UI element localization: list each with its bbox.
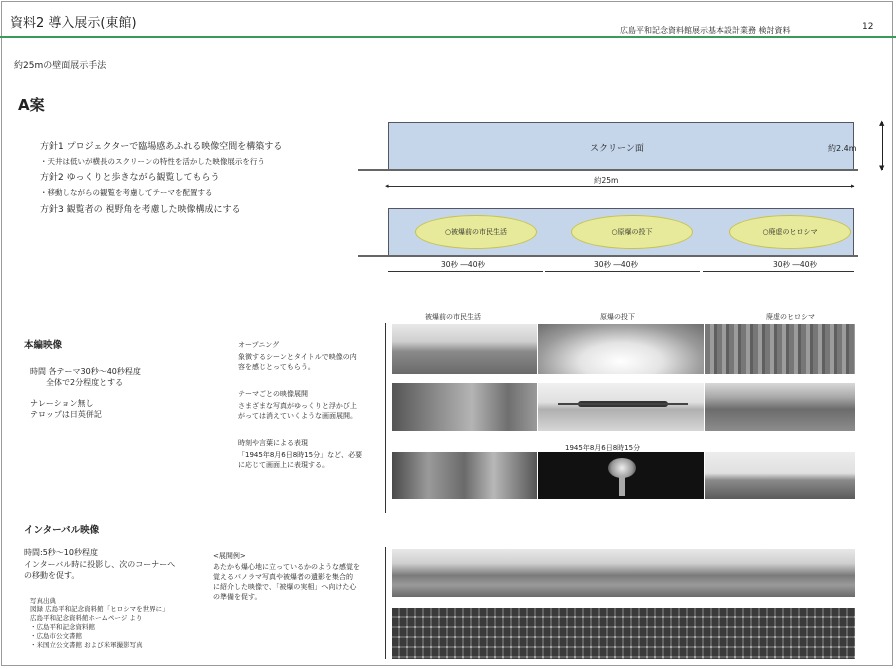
arrow-down-icon: ▼ — [879, 164, 885, 172]
duration-label-2: 30秒 ―40秒 — [594, 260, 638, 269]
note-text: 象徴するシーンとタイトルで映像の内 — [238, 353, 357, 361]
note-title: テーマごとの映像展開 — [238, 390, 308, 398]
policy-3: 方針3 観覧者の 視野角を考慮した映像構成にする — [40, 205, 241, 215]
note-text: 「1945年8月6日8時15分」など、必要 — [238, 451, 363, 459]
plan-title: A案 — [18, 96, 45, 114]
document-subtitle: 広島平和記念資料館展示基本設計業務 検討資料 — [620, 26, 791, 35]
photo-timeline-line — [385, 323, 386, 513]
screen-label: スクリーン面 — [590, 144, 644, 154]
duration-label-3: 30秒 ―40秒 — [773, 260, 817, 269]
duration-line-3 — [703, 271, 854, 272]
photo-clouds — [538, 324, 704, 374]
interval-line: 時間:5秒～10秒程度 — [24, 548, 98, 557]
screen-width-label: 約25m — [594, 176, 619, 185]
photo-mushroom-cloud — [538, 452, 704, 499]
example-text: の準備を促す。 — [213, 593, 262, 601]
theme-label: ○原爆の投下 — [611, 228, 653, 236]
example-title: <展開例> — [213, 552, 246, 560]
photo-bomber-plane — [538, 383, 704, 431]
arrow-left-icon: ◂ — [385, 182, 389, 190]
main-video-line: テロップは日英併記 — [30, 410, 102, 419]
arrow-up-icon: ▲ — [879, 119, 885, 127]
photo-panorama — [392, 549, 855, 597]
theme-label: ○廃虚のヒロシマ — [762, 228, 818, 236]
screen-height-label: 約2.4m — [828, 144, 857, 153]
photo-time-caption: 1945年8月6日8時15分 — [565, 444, 641, 452]
policy-1-note: ・天井は低いが横長のスクリーンの特性を活かした映像展示を行う — [40, 157, 265, 166]
note-text: さまざまな写真がゆっくりと浮かび上 — [238, 402, 357, 410]
photo-column-label: 原爆の投下 — [600, 313, 635, 321]
interval-line: の移動を促す。 — [24, 571, 80, 580]
note-text: に応じて画面上に表現する。 — [238, 461, 329, 469]
photo-street-scene — [392, 383, 537, 431]
note-title: 時刻や言葉による表現 — [238, 439, 308, 447]
photo-column-label: 被爆前の市民生活 — [425, 313, 481, 321]
page-number: 12 — [862, 22, 874, 32]
theme-label: ○被爆前の市民生活 — [444, 228, 508, 236]
note-title: オープニング — [238, 341, 280, 349]
photo-ruins-field — [705, 383, 855, 431]
photo-portrait-grid — [392, 608, 855, 659]
main-video-title: 本編映像 — [24, 340, 63, 351]
source-line: ・米国立公文書館 および米軍撮影写真 — [30, 641, 143, 649]
policy-1: 方針1 プロジェクターで臨場感あふれる映像空間を構築する — [40, 142, 283, 152]
theme-screen — [388, 208, 854, 256]
source-line: 図録 広島平和記念資料館「ヒロシマを世界に」 — [30, 605, 169, 613]
page-title: 資料2 導入展示(東館) — [10, 16, 137, 31]
section-label: 約25mの壁面展示手法 — [14, 61, 107, 71]
source-line: 広島平和記念資料館ホームページ より — [30, 614, 143, 622]
theme-ellipse-2 — [571, 215, 693, 249]
photo-column-label: 廃虚のヒロシマ — [766, 313, 815, 321]
main-video-line: 時間 各テーマ30秒～40秒程度 — [30, 367, 141, 376]
width-dimension-line — [388, 186, 854, 187]
interval-title: インターバル映像 — [24, 525, 100, 536]
duration-label-1: 30秒 ―40秒 — [441, 260, 485, 269]
photo-ruins-aerial — [705, 324, 855, 374]
floor-line-2 — [358, 255, 858, 257]
photo-crowd — [392, 452, 537, 499]
sources-title: 写真出典 — [30, 597, 56, 605]
photo-prewar-city — [392, 324, 537, 374]
example-text: あたかも爆心地に立っているかのような感覚を — [213, 563, 360, 571]
note-text: がっては消えていくような画面展開。 — [238, 412, 357, 420]
arrow-right-icon: ▸ — [851, 182, 855, 190]
height-arrow — [882, 122, 883, 170]
interval-line: インターバル時に投影し、次のコーナーへ — [24, 560, 176, 569]
main-video-line: 全体で2分程度とする — [46, 378, 124, 387]
note-text: 容を感じとってもらう。 — [238, 363, 315, 371]
duration-line-2 — [545, 271, 700, 272]
example-text: 覚えるパノラマ写真や被爆者の遺影を集合的 — [213, 573, 353, 581]
source-line: ・広島市公文書館 — [30, 632, 82, 640]
policy-2-note: ・移動しながらの観覧を考慮してテーマを配置する — [40, 188, 213, 197]
main-video-line: ナレーション無し — [30, 399, 94, 408]
floor-line — [358, 169, 858, 171]
source-line: ・広島平和記念資料館 — [30, 623, 95, 631]
policy-2: 方針2 ゆっくりと歩きながら観覧してもらう — [40, 173, 220, 183]
interval-timeline-line — [385, 547, 386, 659]
theme-ellipse-1 — [415, 215, 537, 249]
example-text: に紹介した映像で、「被爆の実相」へ向けた心 — [213, 583, 357, 591]
photo-dome-ruins — [705, 452, 855, 499]
header-rule — [0, 36, 896, 38]
duration-line-1 — [388, 271, 543, 272]
theme-ellipse-3 — [729, 215, 851, 249]
